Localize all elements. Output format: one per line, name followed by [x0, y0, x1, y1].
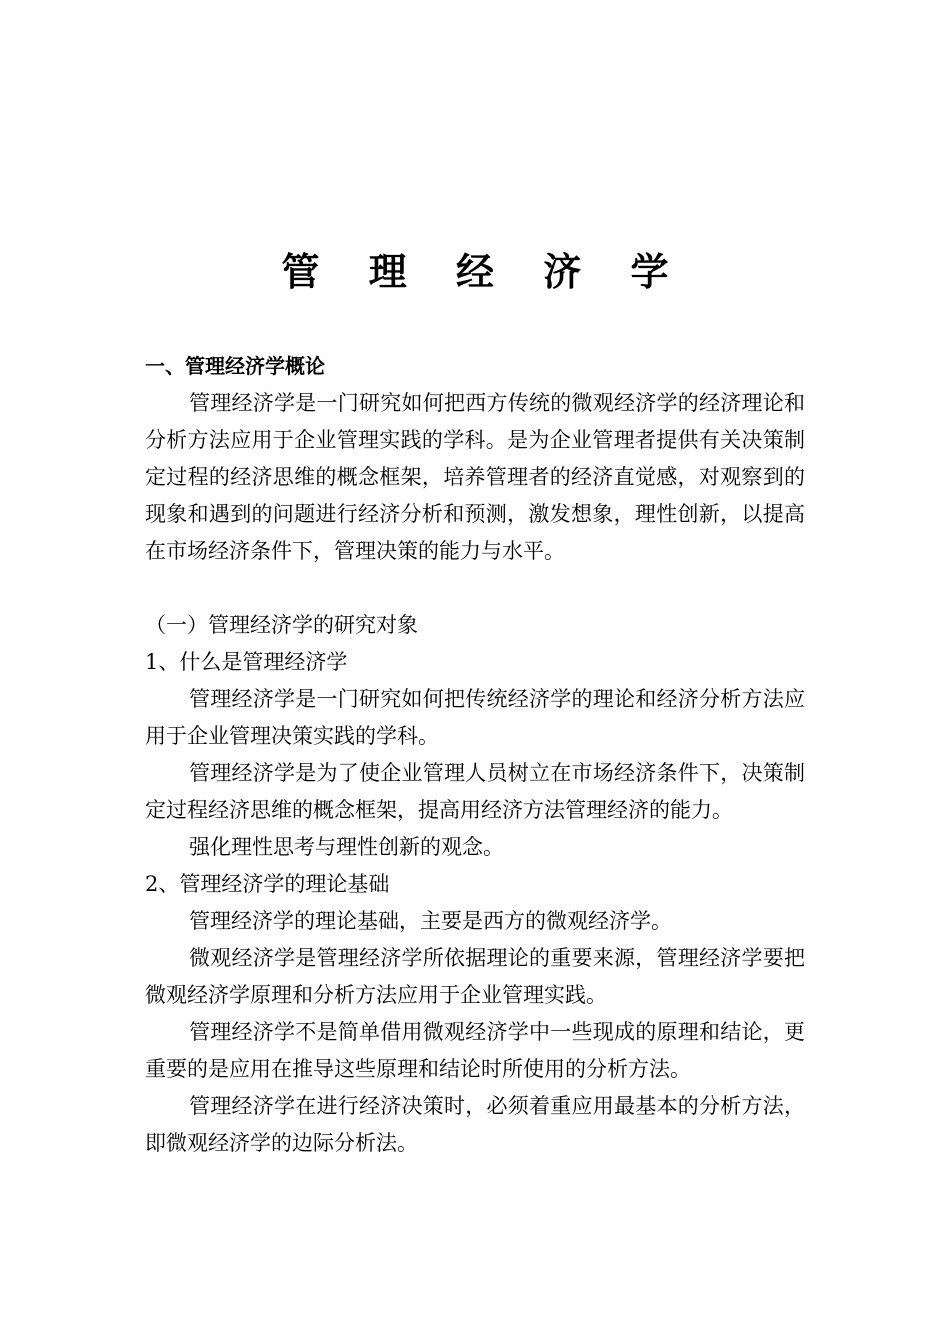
document-title: 管 理 经 济 学 — [281, 249, 687, 294]
section-heading: 一、管理经济学概论 — [145, 354, 325, 378]
blank-line — [145, 570, 805, 607]
paragraph: 管理经济学不是简单借用微观经济学中一些现成的原理和结论，更重要的是应用在推导这些原理和结论时所使用的分析方法。 — [145, 1020, 805, 1081]
subsection-heading: （一）管理经济学的研究对象 — [145, 613, 418, 637]
document-body — [145, 348, 805, 1162]
paragraph: 管理经济学的理论基础，主要是西方的微观经济学。 — [189, 909, 672, 933]
paragraph: 微观经济学是管理经济学所依据理论的重要来源，管理经济学要把微观经济学原理和分析方法应用于企业管理实践。 — [145, 946, 805, 1007]
paragraph: 管理经济学是为了使企业管理人员树立在市场经济条件下，决策制定过程经济思维的概念框架，提高用经济方法管理经济的能力。 — [145, 761, 805, 822]
intro-paragraph: 管理经济学是一门研究如何把西方传统的微观经济学的经济理论和分析方法应用于企业管理实践的学科。是为企业管理者提供有关决策制定过程的经济思维的概念框架，培养管理者的经济直觉感，对观察到的现象和遇到的问题进行经济分析和预测，激发想象，理性创新，以提高在市场经济条件下，管理决策的能力与水平。 — [145, 391, 805, 563]
item-heading-2: 2、管理经济学的理论基础 — [145, 872, 390, 896]
paragraph: 管理经济学是一门研究如何把传统经济学的理论和经济分析方法应用于企业管理决策实践的学科。 — [145, 687, 805, 748]
item-heading-1: 1、什么是管理经济学 — [145, 650, 348, 674]
paragraph: 管理经济学在进行经济决策时，必须着重应用最基本的分析方法，即微观经济学的边际分析法。 — [145, 1094, 805, 1155]
paragraph: 强化理性思考与理性创新的观念。 — [189, 835, 504, 859]
